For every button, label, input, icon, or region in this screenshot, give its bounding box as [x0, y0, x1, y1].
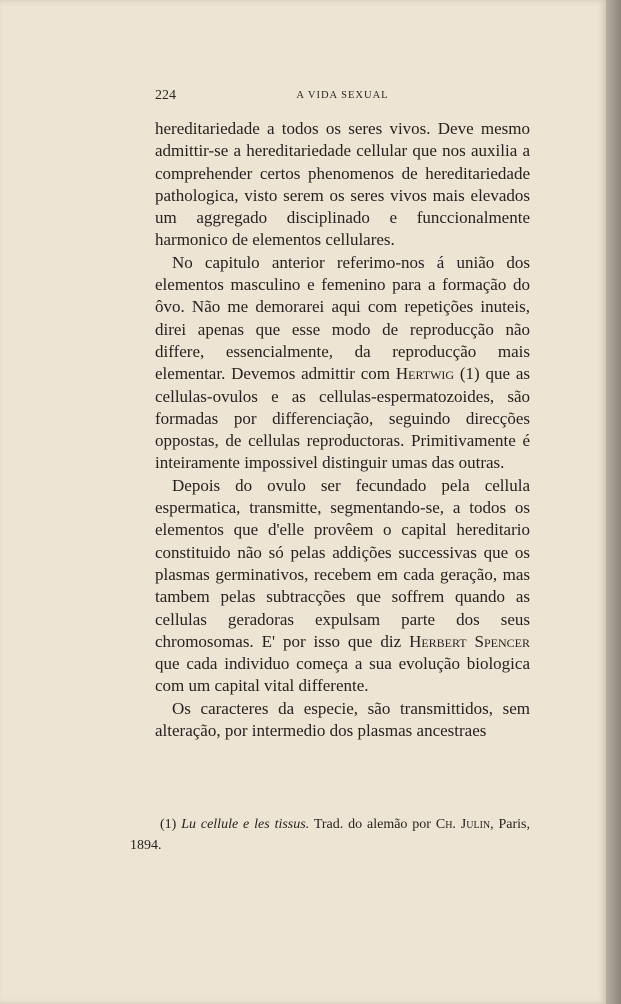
page-edge — [606, 0, 621, 1004]
footnote-title: Lu cellule e les tissus. — [181, 817, 310, 832]
main-text — [155, 118, 530, 742]
footnote-marker: (1) — [160, 817, 177, 832]
paragraph-2-text-b: (1) que as cellulas-ovulos e as cellulas-espermatozoides, são formadas por differenciação, seguindo direcções oppostas, de cellulas reproductoras. Primitivamente é inteiramente impossivel distinguir umas das outras. — [155, 364, 531, 473]
page-header — [155, 88, 530, 108]
author-name-spencer: Herbert Spencer — [409, 631, 530, 651]
paragraph-2 — [155, 252, 530, 475]
paragraph-2-text-a: No capitulo anterior referimo-nos á união dos elementos masculino e femenino para a formação do ôvo. Não me demorarei aqui com repetições inuteis, direi apenas que esse modo de reproducção não differe, essencialmente, da reproducção mais elementar. Devemos admittir com — [155, 252, 530, 384]
paragraph-3-text-b: que cada individuo começa a sua evolução biologica com um capital vital differente. — [155, 654, 530, 696]
paragraph-4: Os caracteres da especie, são transmittidos, sem alteração, por intermedio dos plasmas ancestraes — [155, 698, 530, 741]
author-name-hertwig: Hertwig — [395, 364, 455, 384]
footnote — [130, 814, 530, 856]
paragraph-3-text-a: Depois do ovulo ser fecundado pela cellula espermatica, transmitte, segmentando-se, a todos os elementos que d'elle provêem o capital hereditario constituido não só pelas addições successivas que os plasmas germinativos, recebem em cada geração, mas tambem pelas subtracções que soffrem quando as cellulas geradoras expulsam parte dos seus chromosomas. E' por isso que diz — [155, 475, 530, 651]
footnote-text-a: Trad. do alemão por — [313, 817, 431, 832]
paragraph-1: hereditariedade a todos os seres vivos. Deve mesmo admittir-se a hereditariedade cellular que nos auxilia a comprehender certos phenomenos de hereditariedade pathologica, visto serem os seres vivos mais elevados um aggregado disciplinado e funccionalmente harmonico de elementos cellulares. — [155, 119, 530, 250]
footnote-text-b: , Paris, 1894. — [130, 817, 530, 853]
paragraph-3 — [155, 475, 530, 698]
footnote-translator: Ch. Julin — [435, 817, 491, 832]
running-title: A VIDA SEXUAL — [296, 90, 389, 101]
page-number: 224 — [155, 88, 176, 103]
